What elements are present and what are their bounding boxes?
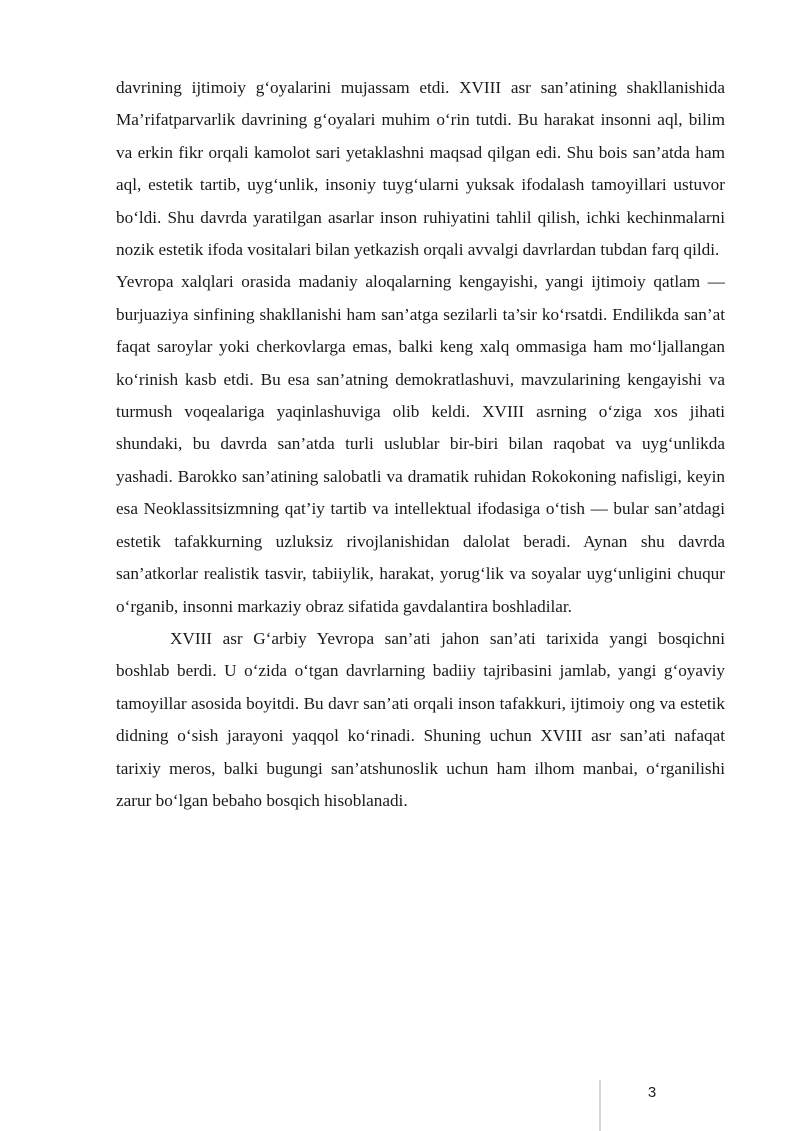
document-body: [116, 72, 725, 817]
footer-divider: [599, 1080, 601, 1131]
paragraph-1: davrining ijtimoiy g‘oyalarini mujassam etdi. XVIII asr san’atining shakllanishida Ma’rifatparvarlik davrining g‘oyalari muhim o‘rin tutdi. Bu harakat insonni aql, bilim va erkin fikr orqali kamolot sari yetaklashni maqsad qilgan edi. Shu bois san’atda ham aql, estetik tartib, uyg‘unlik, insoniy tuyg‘ularni yuksak ifodalash tamoyillari ustuvor bo‘ldi. Shu davrda yaratilgan asarlar inson ruhiyatini tahlil qilish, ichki kechinmalarni nozik estetik ifoda vositalari bilan yetkazish orqali avvalgi davrlardan tubdan farq qildi.: [116, 78, 725, 260]
paragraph-2: Yevropa xalqlari orasida madaniy aloqalarning kengayishi, yangi ijtimoiy qatlam — burjuaziya sinfining shakllanishi ham san’atga sezilarli ta’sir ko‘rsatdi. Endilikda san’at faqat saroylar yoki cherkovlarga emas, balki keng xalq ommasiga ham mo‘ljallangan ko‘rinish kasb etdi. Bu esa san’atning demokratlashuvi, mavzularining kengayishi va turmush voqealariga yaqinlashuviga olib keldi. XVIII asrning o‘ziga xos jihati shundaki, bu davrda san’atda turli uslublar bir-biri bilan raqobat va uyg‘unlikda yashadi. Barokko san’atining salobatli va dramatik ruhidan Rokokoning nafisligi, keyin esa Neoklassitsizmning qat’iy tartib va intellektual ifodasiga o‘tish — bular san’atdagi estetik tafakkurning uzluksiz rivojlanishidan dalolat beradi. Aynan shu davrda san’atkorlar realistik tasvir, tabiiylik, harakat, yorug‘lik va soyalar uyg‘unligini chuqur o‘rganib, insonni markaziy obraz sifatida gavdalantira boshladilar.: [116, 272, 725, 616]
paragraph-3: XVIII asr G‘arbiy Yevropa san’ati jahon san’ati tarixida yangi bosqichni boshlab berdi. U o‘zida o‘tgan davrlarning badiiy tajribasini jamlab, yangi g‘oyaviy tamoyillar asosida boyitdi. Bu davr san’ati orqali inson tafakkuri, ijtimoiy ong va estetik didning o‘sish jarayoni yaqqol ko‘rinadi. Shuning uchun XVIII asr san’ati nafaqat tarixiy meros, balki bugungi san’atshunoslik uchun ham ilhom manbai, o‘rganilishi zarur bo‘lgan bebaho bosqich hisoblanadi.: [116, 628, 725, 810]
page-number: 3: [647, 1084, 657, 1101]
